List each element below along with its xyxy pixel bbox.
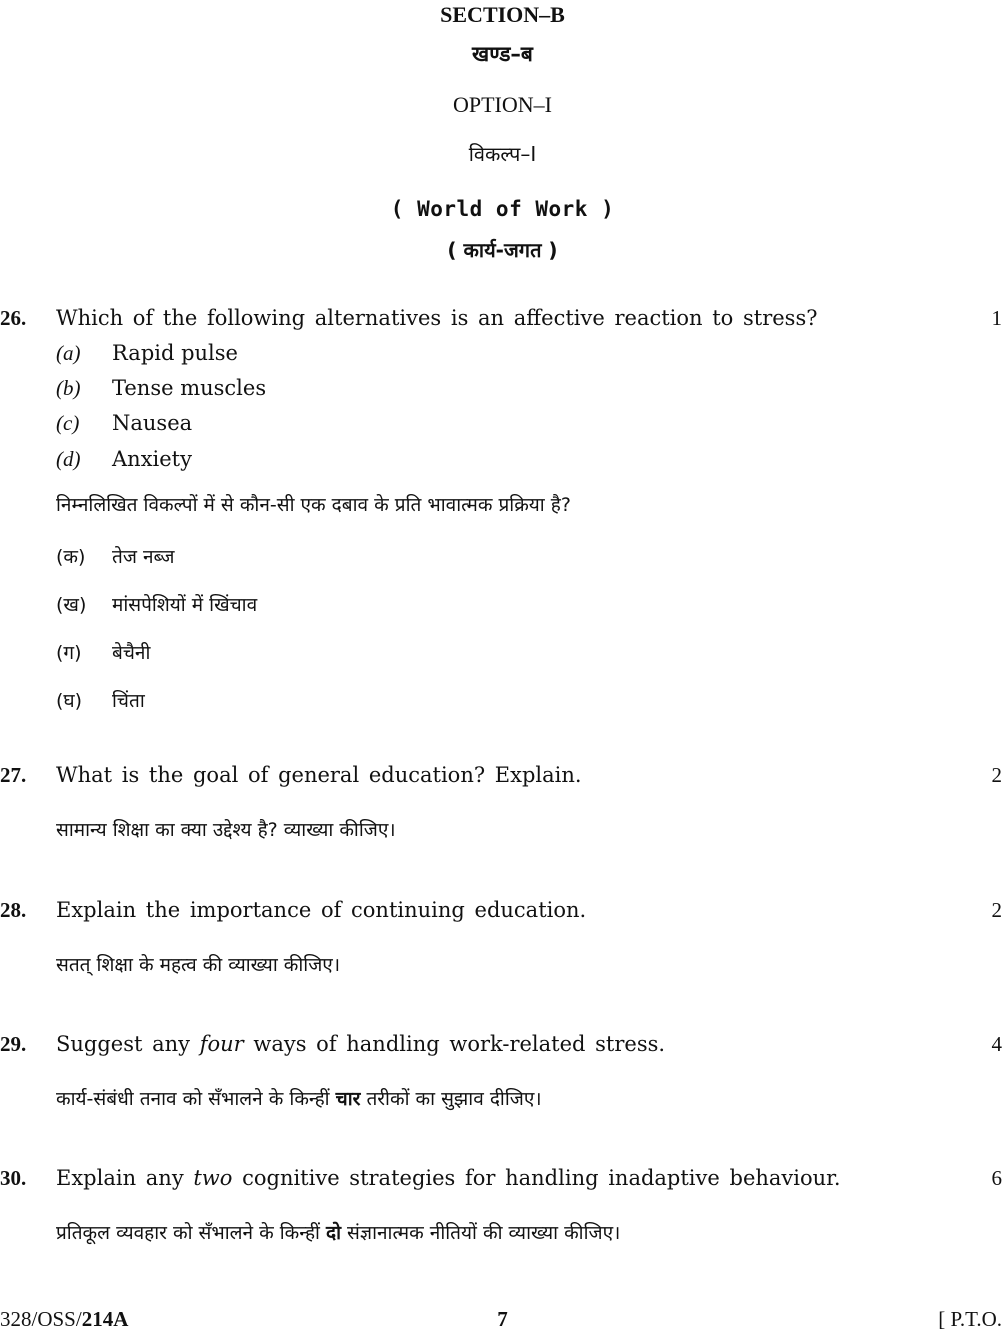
page-number: 7 [497, 1307, 508, 1331]
hindi-option-kha [56, 591, 257, 617]
hindi-option-gha [56, 687, 145, 713]
question-marks: 6 [991, 1166, 1002, 1190]
question-text: Explain any two cognitive strategies for handling inadaptive behaviour. [56, 1166, 841, 1190]
option-label: (ख) [56, 594, 87, 616]
option-text: चिंता [112, 690, 145, 712]
question-text-hindi: कार्य-संबंधी तनाव को सँभालने के किन्हीं चार तरीकों का सुझाव दीजिए। [56, 1088, 542, 1110]
question-marks: 4 [991, 1032, 1002, 1056]
section-title: SECTION–B [440, 2, 565, 27]
question-number: 29. [0, 1032, 27, 1056]
option-text: तेज नब्ज [112, 546, 175, 568]
subject-title-hindi: ( कार्य-जगत ) [447, 238, 558, 262]
page-footer [0, 1307, 1005, 1331]
option-label: (d) [56, 447, 81, 471]
question-text-hindi: प्रतिकूल व्यवहार को सँभालने के किन्हीं दो संज्ञानात्मक नीतियों की व्याख्या कीजिए। [56, 1222, 621, 1244]
question-number: 30. [0, 1166, 27, 1190]
question-number: 27. [0, 763, 27, 787]
question-text-hindi: सतत् शिक्षा के महत्व की व्याख्या कीजिए। [56, 954, 341, 976]
paper-code: 328/OSS/214A [0, 1307, 129, 1331]
question-marks: 1 [991, 306, 1002, 330]
hindi-option-ka [56, 543, 174, 569]
option-text: Tense muscles [112, 376, 267, 400]
emphasis: two [193, 1166, 233, 1190]
emphasis-bold: चार [335, 1088, 361, 1110]
option-b [56, 376, 266, 401]
question-text: Which of the following alternatives is an affective reaction to stress? [56, 306, 818, 330]
question-marks: 2 [991, 763, 1002, 787]
option-label: (a) [56, 341, 81, 365]
option-label: (b) [56, 376, 81, 400]
section-title-hindi: खण्ड–ब [472, 42, 533, 66]
hindi-option-ga [56, 639, 150, 665]
question-text-hindi: सामान्य शिक्षा का क्या उद्देश्य है? व्याख्या कीजिए। [56, 819, 396, 841]
option-title: OPTION–I [453, 92, 552, 117]
question-text: Explain the importance of continuing education. [56, 898, 587, 922]
option-label: (घ) [56, 690, 83, 712]
emphasis: four [199, 1032, 244, 1056]
question-number: 28. [0, 898, 27, 922]
question-text-hindi: निम्नलिखित विकल्पों में से कौन-सी एक दबाव के प्रति भावात्मक प्रक्रिया है? [56, 494, 571, 516]
subject-title: ( World of Work ) [390, 197, 615, 221]
option-title-hindi: विकल्प–I [468, 142, 537, 166]
option-text: बेचैनी [112, 642, 151, 664]
emphasis-bold: दो [326, 1222, 342, 1244]
option-c [56, 411, 192, 436]
option-d [56, 447, 192, 472]
option-text: मांसपेशियों में खिंचाव [112, 594, 258, 616]
question-marks: 2 [991, 898, 1002, 922]
option-text: Nausea [112, 411, 193, 435]
question-text: Suggest any four ways of handling work-related stress. [56, 1032, 666, 1056]
question-number: 26. [0, 306, 27, 330]
question-text: What is the goal of general education? Explain. [56, 763, 582, 787]
pto-label: [ P.T.O. [938, 1307, 1002, 1331]
option-text: Rapid pulse [112, 341, 238, 365]
option-label: (c) [56, 411, 80, 435]
option-a [56, 341, 238, 366]
option-label: (ग) [56, 642, 82, 664]
option-text: Anxiety [112, 447, 192, 471]
option-label: (क) [56, 546, 86, 568]
